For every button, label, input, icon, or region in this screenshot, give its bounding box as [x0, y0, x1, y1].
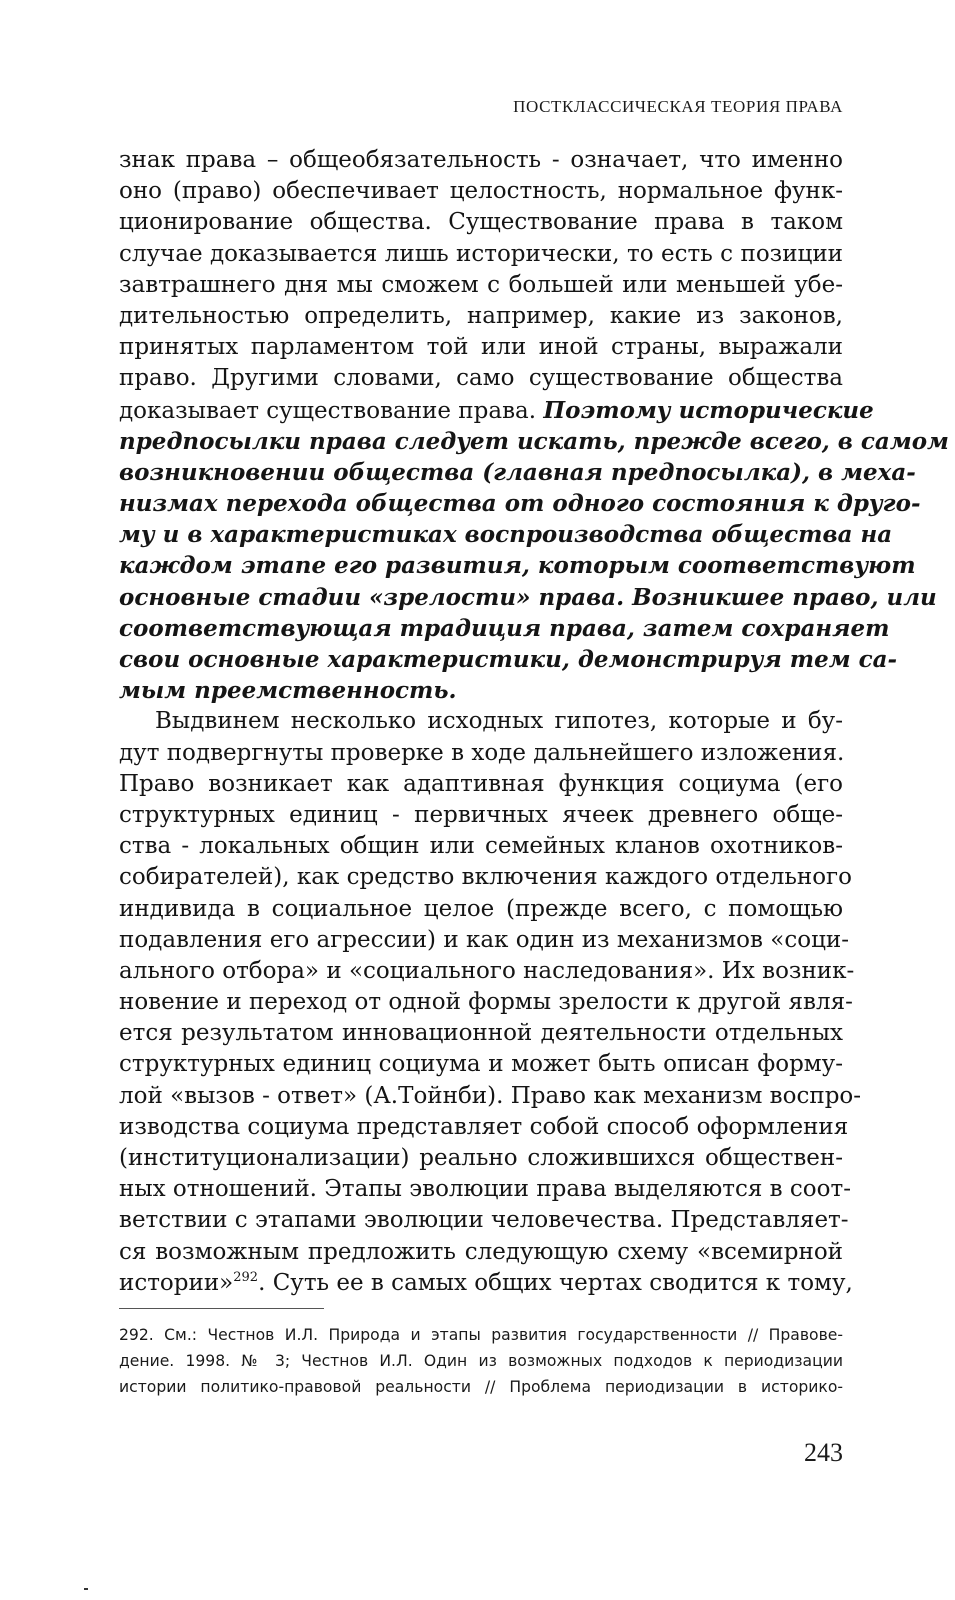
- text-line: структурных единиц - первичных ячеек древнего обще-: [119, 801, 843, 828]
- text-line: оно (право) обеспечивает целостность, нормальное функ-: [119, 178, 843, 205]
- emphasis-line: возникновении общества (главная предпосылка), в меха-: [119, 458, 916, 486]
- text-line: структурных единиц социума и может быть описан форму-: [119, 1051, 843, 1078]
- page-number: 243: [804, 1438, 843, 1467]
- text-line: подавления его агрессии) и как один из механизмов «соци-: [119, 926, 849, 953]
- text-line: Право возникает как адаптивная функция социума (его: [119, 770, 843, 797]
- scan-mark: [84, 1588, 88, 1590]
- text-after-ref: . Суть ее в самых общих чертах сводится к тому,: [258, 1269, 853, 1296]
- text-line: завтрашнего дня мы сможем с большей или меньшей убе-: [119, 271, 843, 298]
- text-line: (институционализации) реально сложившихся обществен-: [119, 1145, 843, 1171]
- running-head: ПОСТКЛАССИЧЕСКАЯ ТЕОРИЯ ПРАВА: [513, 97, 843, 116]
- footnote-line: 292. См.: Честнов И.Л. Природа и этапы развития государственности // Правове-: [119, 1326, 843, 1344]
- text-line: ционирование общества. Существование права в таком: [119, 209, 843, 236]
- emphasis-line: соответствующая традиция права, затем сохраняет: [119, 614, 890, 642]
- emphasis-line: основные стадии «зрелости» права. Возникшее право, или: [119, 583, 937, 611]
- emphasis-line: предпосылки права следует искать, прежде всего, в самом: [119, 427, 949, 455]
- plain-text: доказывает существование права.: [119, 397, 537, 424]
- text-line: собирателей), как средство включения каждого отдельного: [119, 864, 852, 891]
- text-line: ального отбора» и «социального наследования». Их возник-: [119, 957, 855, 984]
- footnotes: [119, 1322, 843, 1400]
- text-line: ных отношений. Этапы эволюции права выделяются в соот-: [119, 1176, 851, 1203]
- main-text: [119, 145, 949, 1299]
- paragraph-first-line: Выдвинем несколько исходных гипотез, которые и бу-: [155, 708, 843, 735]
- text-line: изводства социума представляет собой способ оформления: [119, 1113, 849, 1140]
- text-line-with-footnote-ref: [119, 1268, 853, 1299]
- text-line: лой «вызов - ответ» (А.Тойнби). Право как механизм воспро-: [119, 1082, 862, 1109]
- text-line: право. Другими словами, само существование общества: [119, 365, 843, 392]
- emphasis-line: свои основные характеристики, демонстрируя тем са-: [119, 646, 898, 673]
- text-line: знак права – общеобязательность - означает, что именно: [119, 147, 843, 173]
- text-line: принятых парламентом той или иной страны, выражали: [119, 334, 843, 361]
- footnote-line: истории политико-правовой реальности // Проблема периодизации в историко-: [119, 1378, 843, 1396]
- text-line: ветствии с этапами эволюции человечества. Представляет-: [119, 1207, 849, 1234]
- text-before-ref: истории»: [119, 1269, 234, 1296]
- text-line: дительностью определить, например, какие из законов,: [119, 302, 843, 329]
- emphasis-line: мым преемственность.: [119, 677, 457, 705]
- text-line-mixed: [119, 395, 874, 426]
- emphasis-line: каждом этапе его развития, которым соответствуют: [119, 552, 916, 580]
- text-line: новение и переход от одной формы зрелости к другой явля-: [119, 989, 853, 1016]
- footnote-divider: [119, 1308, 324, 1309]
- footnote-line: дение. 1998. № 3; Честнов И.Л. Один из возможных подходов к периодизации: [119, 1352, 843, 1370]
- text-line: случае доказывается лишь исторически, то есть с позиции: [119, 240, 843, 267]
- footnote-ref: 292: [233, 1269, 259, 1285]
- emphasis-line: му и в характеристиках воспроизводства общества на: [119, 521, 893, 549]
- text-line: ется результатом инновационной деятельности отдельных: [119, 1020, 843, 1047]
- text-line: ся возможным предложить следующую схему «всемирной: [119, 1238, 843, 1265]
- emphasis-text: Поэтому исторические: [543, 396, 874, 424]
- text-line: индивида в социальное целое (прежде всего, с помощью: [119, 895, 843, 922]
- text-line: дут подвергнуты проверке в ходе дальнейшего изложения.: [119, 739, 845, 766]
- text-line: ства - локальных общин или семейных кланов охотников-: [119, 833, 843, 860]
- emphasis-line: низмах перехода общества от одного состояния к друго-: [119, 490, 921, 518]
